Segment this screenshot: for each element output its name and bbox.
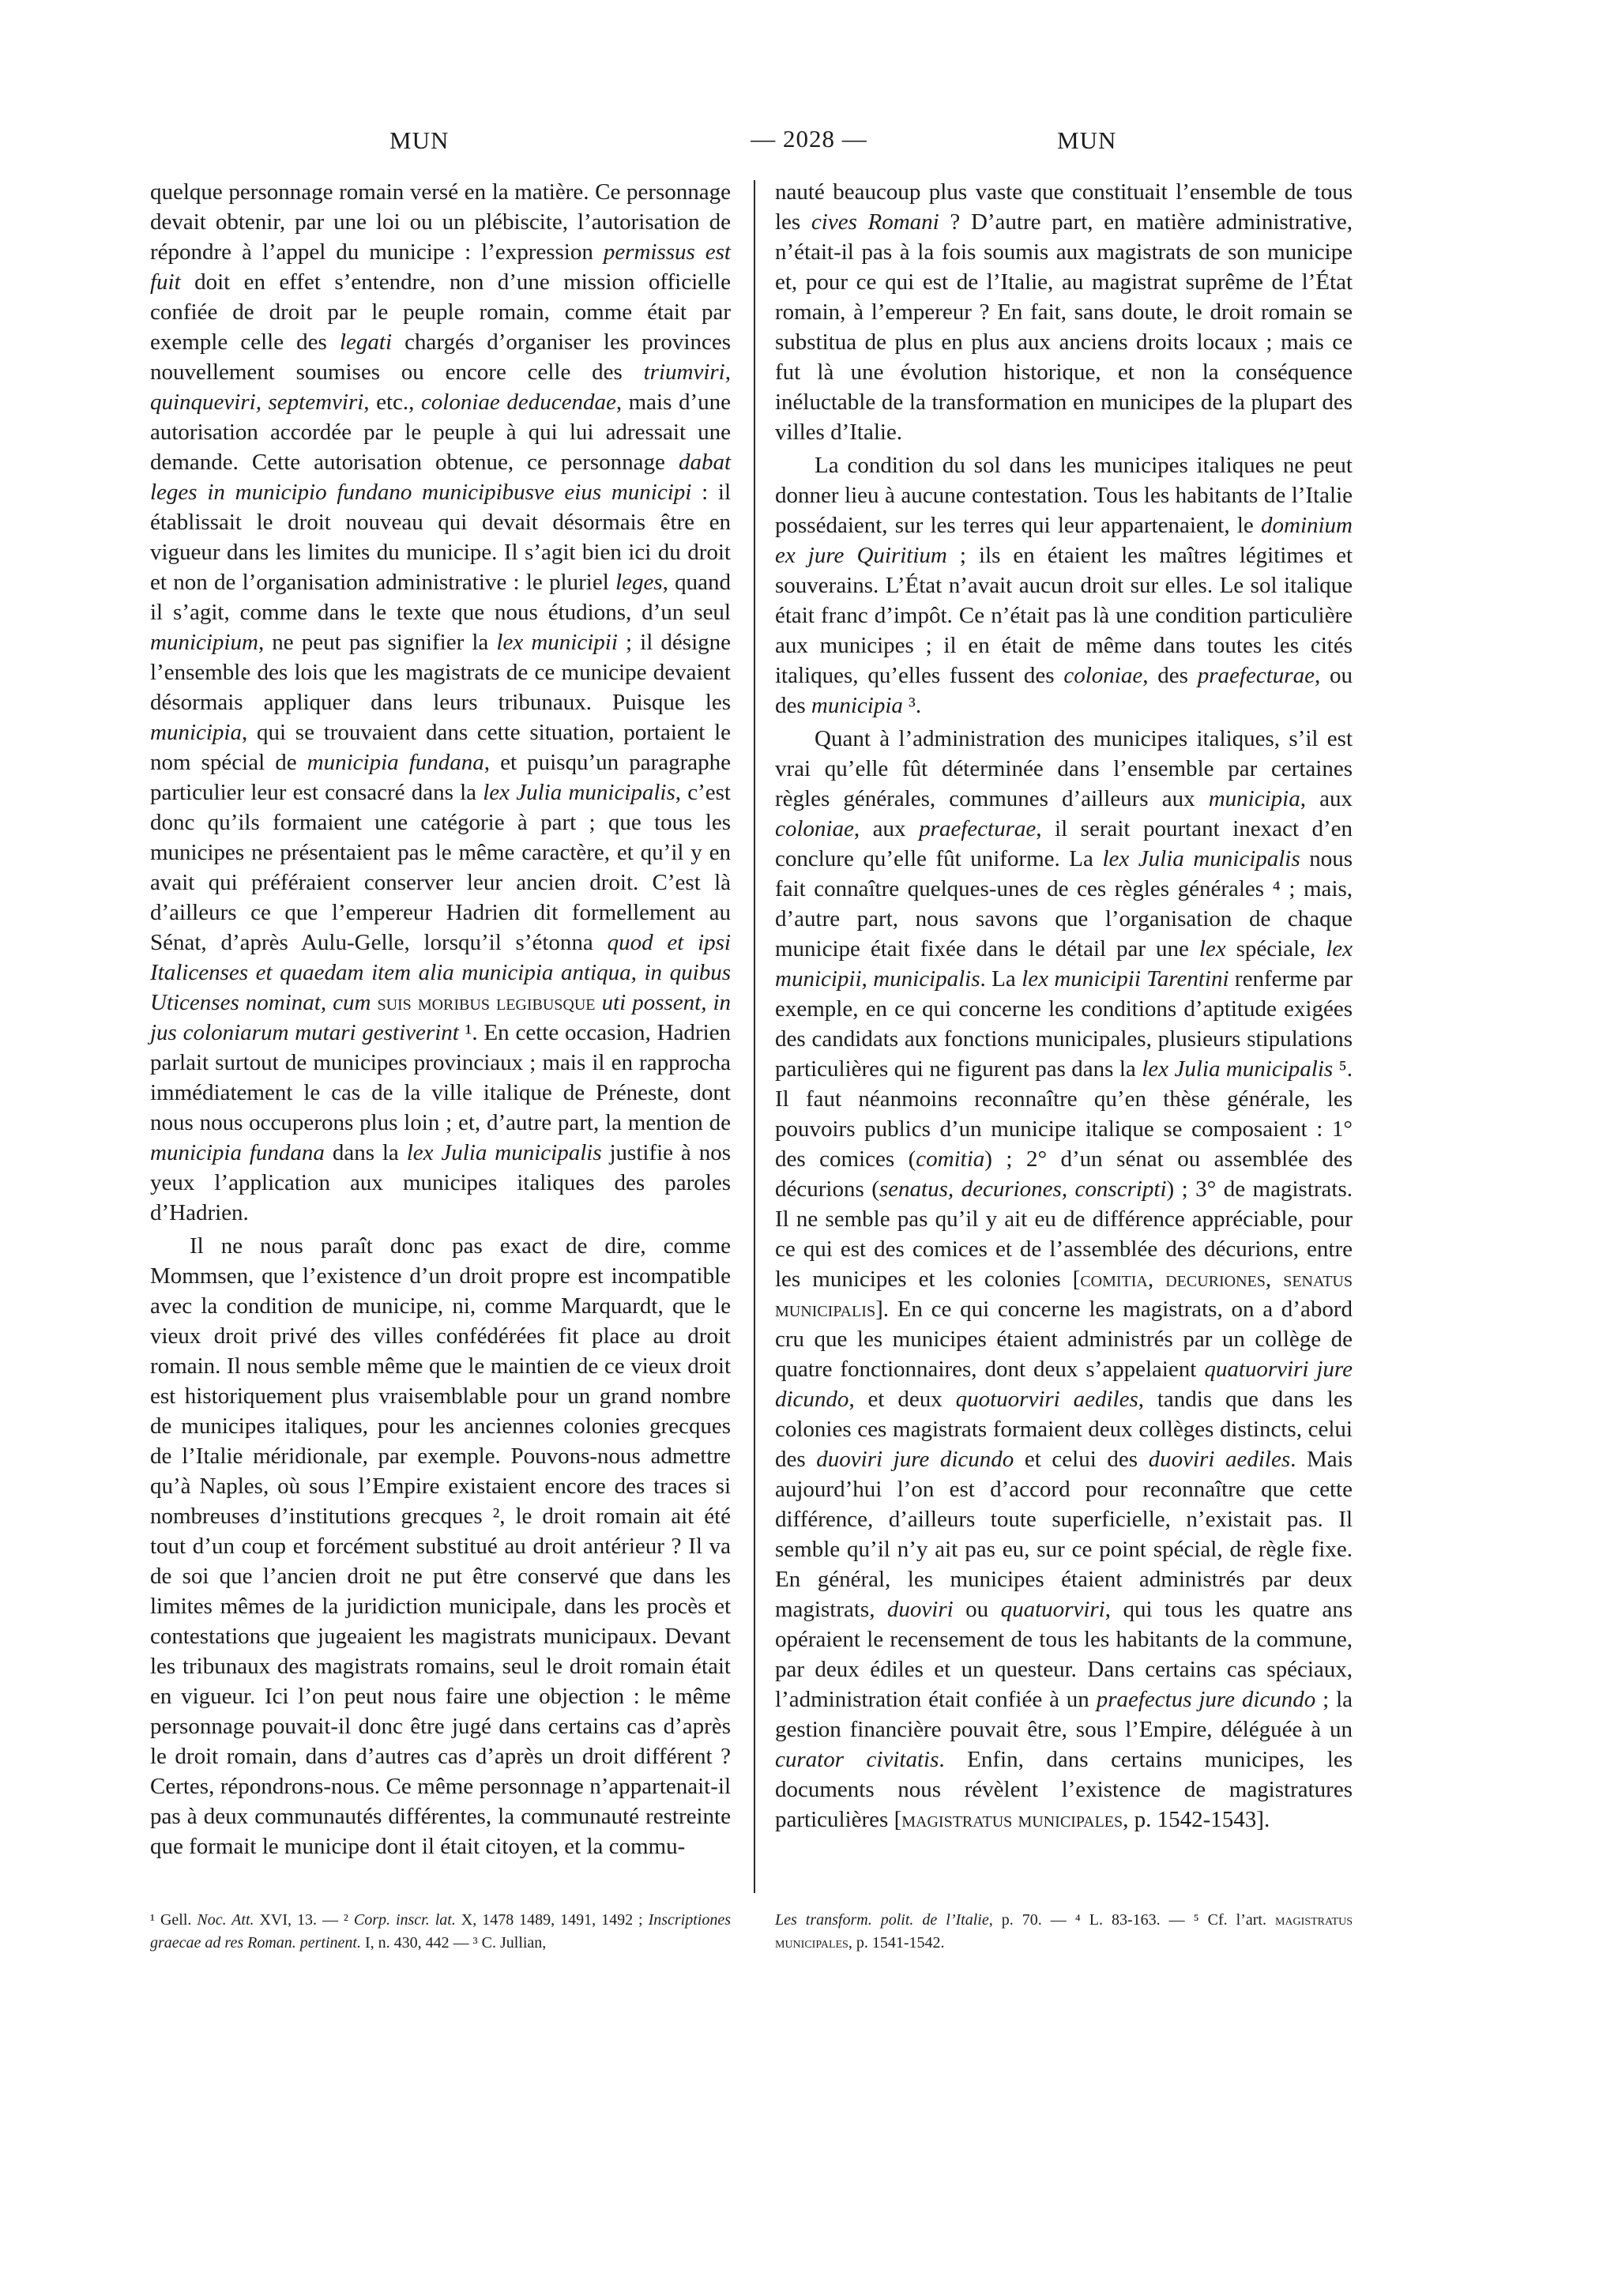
text-run: Il ne nous paraît donc pas exact de dire, comme Mommsen, que l’existence d’un droit propre est incompatible avec la condition de municipe, ni, comme Marquardt, que le vieux droit privé des villes confédérées fit place au droit romain. Il nous semble même que le maintien de ce vieux droit est historiquement plus vraisemblable pour un grand nombre de municipes italiques, pour les anciennes colonies grecques de l’Italie méridionale, par exemple. Pouvons-nous admettre qu’à Naples, où sous l’Empire existaient encore des traces si nombreuses d’institutions grecques ², le droit romain ait été tout d’un coup et forcément substitué au droit antérieur ? Il va de soi que l’ancien droit ne put être conservé que dans les limites mêmes de la juridiction municipale, dans les procès et contestations que jugeaient les magistrats municipaux. Devant les tribunaux des magistrats romains, seul le droit romain était en vigueur. Ici l’on peut nous faire une objection : le même personnage pouvait-il donc être jugé dans certains cas d’après le droit romain, dans d’autres cas d’après un droit différent ? Certes, répondrons-nous. Ce même personnage n’appartenait-il pas à deux communautés différentes, la communauté restreinte que formait le municipe dont il était citoyen, et la commu- (150, 1233, 731, 1859)
text-run: X, 1478 1489, 1491, 1492 ; (455, 1911, 649, 1929)
italic-text: Noc. Att. (197, 1911, 254, 1929)
italic-text: legati (339, 329, 393, 355)
italic-text: duoviri (886, 1597, 954, 1622)
paragraph (150, 1231, 731, 1861)
text-run: ) ; 3° de magistrats. Il ne semble pas qu’il y ait eu de différence appréciable, pour ce qui est des comices et de l’assemblée des décurions, entre les municipes et les colonies [ (775, 1176, 1353, 1292)
column-divider (754, 180, 755, 1893)
text-run: ⁵. Il faut néanmoins reconnaître qu’en thèse générale, les pouvoirs publics d’un municipe italique se composaient : 1° des comices ( (775, 1056, 1353, 1172)
text-run: ; il désigne l’ensemble des lois que les magistrats de ce municipe devaient désormais appliquer dans leurs tribunaux. Puisque les (150, 630, 731, 715)
running-header-right: MUN (1057, 126, 1117, 154)
italic-text: municipia (811, 693, 903, 718)
text-run: , p. 1542-1543]. (1123, 1807, 1270, 1832)
italic-text: coloniae (1063, 663, 1143, 688)
paragraph (775, 177, 1353, 447)
italic-text: coloniae deducendae (420, 390, 616, 415)
text-run: ou (953, 1597, 1001, 1622)
italic-text: lex (1198, 936, 1226, 962)
italic-text: municipium (150, 630, 258, 655)
italic-text: praefectus jure dicundo (1096, 1687, 1316, 1712)
text-run: nous fait connaître quelques-unes de ces règles générales ⁴ ; mais, d’autre part, nous savons que l’organisation de chaque municipe était fixée dans le détail par une (775, 846, 1353, 962)
italic-text: comitia (916, 1146, 985, 1172)
italic-text: permissus est fuit (150, 239, 731, 295)
paragraph (775, 724, 1353, 1835)
text-run: : il établissait le droit nouveau qui devait désormais être en vigueur dans les limites du municipe. Il s’agit bien ici du droit et non de l’organisation administrative : le pluriel (150, 480, 731, 595)
text-run: , et puisqu’un paragraphe particulier leur est consacré dans la (150, 750, 731, 805)
right-column (775, 177, 1353, 1835)
text-run: ) ; 2° d’un sénat ou assemblée des décurions ( (775, 1146, 1353, 1202)
italic-text: municipia (1208, 786, 1300, 811)
text-run: I, n. 430, 442 — ³ C. Jullian, (360, 1934, 547, 1952)
italic-text: quatuorviri (1000, 1597, 1105, 1622)
italic-text: curator civitatis (775, 1747, 939, 1772)
italic-text: leges (615, 570, 663, 595)
text-run: ]. En ce qui concerne les magistrats, on a d’abord cru que les municipes étaient administrés par un collège de quatre fonctionnaires, dont deux s’appelaient (775, 1297, 1353, 1382)
text-run: , ne peut pas signifier la (258, 630, 497, 655)
text-run (596, 990, 602, 1015)
small-caps-text: suis moribus legibusque (377, 990, 596, 1015)
italic-text: municipia fundana (150, 1140, 325, 1165)
text-run: ³. (902, 693, 922, 718)
text-run: chargés d’organiser les provinces nouvellement soumises ou encore celle des (150, 329, 731, 385)
text-run: ¹. En cette occasion, Hadrien parlait surtout de municipes provinciaux ; mais il en rapprocha immédiatement le cas de la ville italique de Préneste, dont nous nous occuperons plus loin ; et, d’autre part, la mention de (150, 1020, 731, 1135)
italic-text: Inscriptiones graecae ad res Roman. pertinent. (150, 1911, 732, 1952)
running-header-left: MUN (389, 126, 450, 154)
text-run: La condition du sol dans les municipes italiques ne peut donner lieu à aucune contestation. Tous les habitants de l’Italie possédaient, sur les terres qui leur appartenaient, le (775, 453, 1353, 538)
text-run: . Enfin, dans certains municipes, les documents nous révèlent l’existence de magistratures particulières [ (775, 1747, 1353, 1832)
text-run: et celui des (1014, 1447, 1149, 1472)
italic-text: uti possent, in jus coloniarum mutari gestiverint (150, 990, 732, 1045)
italic-text: praefecturae (1197, 663, 1315, 688)
text-run: . Mais aujourd’hui l’on est d’accord pour reconnaître que cette différence, d’ailleurs toute superficielle, n’existait pas. Il semble qu’il n’y ait pas eu, sur ce point spécial, de règle fixe. En général, les municipes étaient administrés par deux magistrats, (775, 1447, 1353, 1622)
text-run: , ou des (775, 663, 1353, 718)
text-run: renferme par exemple, en ce qui concerne les conditions d’aptitude exigées des candidats aux fonctions municipales, plusieurs stipulations particulières qui ne figurent pas dans la (775, 966, 1353, 1082)
text-run: , etc., (363, 390, 421, 415)
italic-text: lex municipii Tarentini (1022, 966, 1229, 992)
italic-text: quatuorviri jure dicundo (775, 1357, 1353, 1412)
text-run: doit en effet s’entendre, non d’une mission officielle confiée de droit par le peuple romain, comme était par exemple celle des (150, 269, 731, 355)
italic-text: lex municipii, municipalis (775, 936, 1353, 992)
italic-text: Corp. inscr. lat. (353, 1911, 456, 1929)
italic-text: coloniae (775, 816, 854, 841)
italic-text: municipia fundana (307, 750, 484, 775)
italic-text: lex Julia municipalis (1102, 846, 1300, 871)
text-run: ? D’autre part, en matière administrative, n’était-il pas à la fois soumis aux magistrats de son municipe et, pour ce qui est de l’Italie, au magistrat suprême de l’État romain, à l’empereur ? En fait, sans doute, le droit romain se substitua de plus en plus aux anciens droits locaux ; mais ce fut là une évolution historique, et non la conséquence inéluctable de la transformation en municipes de la plupart des villes d’Italie. (775, 209, 1353, 445)
text-run: , quand il s’agit, comme dans le texte que nous étudions, d’un seul (150, 570, 732, 625)
small-caps-text: comitia, decuriones, senatus municipalis (775, 1267, 1353, 1322)
text-run: , qui se trouvaient dans cette situation, portaient le nom spécial de (150, 720, 731, 775)
italic-text: municipia (150, 720, 242, 745)
text-run: , p. 70. — ⁴ L. 83-163. — ⁵ Cf. l’art. (988, 1911, 1275, 1929)
italic-text: cives Romani (811, 209, 939, 235)
text-run: , aux (853, 816, 920, 841)
text-run: , tandis que dans les colonies ces magistrats formaient deux collèges distincts, celui des (775, 1387, 1353, 1472)
text-run: , et deux (849, 1387, 956, 1412)
text-run: Quant à l’administration des municipes italiques, s’il est vrai qu’elle fût déterminée dans l’ensemble par certaines règles générales, communes d’ailleurs aux (775, 726, 1353, 811)
text-run: , aux (1300, 786, 1353, 811)
italic-text: dominium ex jure Quiritium (775, 513, 1353, 568)
italic-text: lex Julia municipalis (406, 1140, 602, 1165)
text-run: , il serait pourtant inexact d’en conclure qu’elle fût uniforme. La (775, 816, 1353, 871)
text-run: ; ils en étaient les maîtres légitimes et souverains. L’État n’avait aucun droit sur elles. Le sol italique était franc d’impôt. Ce n’était pas là une condition particulière aux municipes ; il en était de même dans toutes les cités italiques, qu’elles fussent des (775, 543, 1353, 688)
text-run: justifie à nos yeux l’application aux municipes italiques des paroles d’Hadrien. (150, 1140, 731, 1225)
footnotes-left (150, 1909, 731, 1955)
italic-text: Les transform. polit. de l’Italie (775, 1911, 989, 1929)
text-run: , c’est donc qu’ils formaient une catégorie à part ; que tous les municipes ne présentaient pas le même caractère, et qu’il y en avait qui préféraient conserver leur ancien droit. C’est là d’ailleurs ce que l’empereur Hadrien dit formellement au Sénat, d’après Aulu-Gelle, lorsqu’il s’étonna (150, 780, 731, 955)
paragraph (150, 177, 731, 1228)
left-column (150, 177, 731, 1861)
text-run: spéciale, (1225, 936, 1326, 962)
italic-text: lex municipii (496, 630, 618, 655)
text-run: , mais d’une autorisation accordée par le peuple à qui lui adressait une demande. Cette autorisation obtenue, ce personnage (150, 390, 731, 475)
text-run: , qui tous les quatre ans opéraient le recensement de tous les habitants de la commune, par deux édiles et un questeur. Dans certains cas spéciaux, l’administration était confiée à un (775, 1597, 1353, 1712)
italic-text: duoviri jure dicundo (816, 1447, 1014, 1472)
italic-text: dabat leges in municipio fundano municipibusve eius municipi (150, 450, 731, 505)
italic-text: quotuorviri aediles (955, 1387, 1138, 1412)
text-run: quelque personnage romain versé en la matière. Ce personnage devait obtenir, par une loi ou un plébiscite, l’autorisation de répondre à l’appel du municipe : l’expression (150, 179, 731, 265)
text-run: , des (1142, 663, 1198, 688)
text-run: nauté beaucoup plus vaste que constituait l’ensemble de tous les (775, 179, 1353, 235)
paragraph (775, 450, 1353, 721)
italic-text: praefecturae (919, 816, 1037, 841)
italic-text: senatus, decuriones, conscripti (879, 1176, 1167, 1202)
text-run: ; la gestion financière pouvait être, sous l’Empire, déléguée à un (775, 1687, 1353, 1742)
text-run: ¹ Gell. (150, 1911, 198, 1929)
text-run: , p. 1541-1542. (848, 1934, 945, 1952)
small-caps-text: magistratus municipales (901, 1807, 1123, 1832)
italic-text: duoviri aediles (1148, 1447, 1291, 1472)
italic-text: lex Julia municipalis (483, 780, 675, 805)
italic-text: quod et ipsi Italicenses et quaedam item alia municipia antiqua, in quibus Uticenses nominat, cum (150, 930, 731, 1015)
page-number: — 2028 — (751, 125, 867, 152)
italic-text: triumviri, quinqueviri, septemviri (150, 359, 731, 415)
text-run: XVI, 13. — ² (254, 1911, 354, 1929)
text-run: dans la (324, 1140, 407, 1165)
footnotes-right (775, 1909, 1353, 1955)
italic-text: lex Julia municipalis (1142, 1056, 1334, 1082)
text-run: . La (980, 966, 1022, 992)
small-caps-text: magistratus municipales (775, 1911, 1353, 1952)
